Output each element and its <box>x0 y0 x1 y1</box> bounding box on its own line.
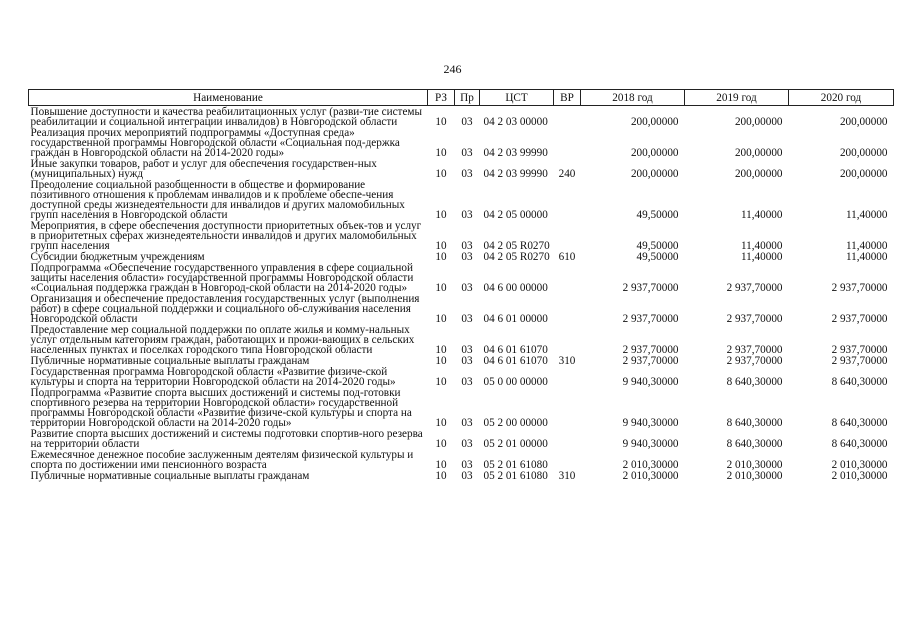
header-2019: 2019 год <box>685 90 789 106</box>
row-name: Преодоление социальной разобщенности в обществе и формирование позитивного отношения к проблемам инвалидов и к проблеме обеспе-чения доступной среды жизнедеятельности для инвалидов и других маломобильных групп населения в Новгородской области <box>30 179 405 221</box>
row-value-2018: 2 937,70000 <box>622 313 679 325</box>
header-rz: РЗ <box>428 90 455 106</box>
row-cst: 04 2 03 99990 <box>483 168 548 180</box>
row-value-2018: 2 937,70000 <box>622 344 679 356</box>
row-value-2020: 8 640,30000 <box>831 376 888 388</box>
row-rz: 10 <box>435 147 447 159</box>
row-name: Повышение доступности и качества реабилитационных услуг (разви-тие системы реабилитации и социальной интеграции инвалидов) в Новгородской области <box>30 106 423 128</box>
row-pr: 03 <box>461 438 473 450</box>
row-cst: 04 2 05 R0270 <box>483 251 550 263</box>
row-vr: 310 <box>558 470 576 482</box>
row-cst: 04 6 01 00000 <box>483 313 548 325</box>
row-name: Подпрограмма «Развитие спорта высших достижений и системы под-готовки спортивного резерва на территории Новгородской области» государственной программы Новгородской области «Развитие физиче-ской культуры и спорта на территории Новгородской области на 2014-2020 годы» <box>30 387 412 429</box>
row-value-2019: 11,40000 <box>740 209 783 221</box>
table-row <box>29 449 894 470</box>
row-value-2019: 2 937,70000 <box>726 313 783 325</box>
row-value-2020: 8 640,30000 <box>831 417 888 429</box>
row-name: Предоставление мер социальной поддержки по оплате жилья и комму-нальных услуг отдельным категориям граждан, работающих и прожи-вающих в сельских населенных пунктах и поселках городского типа Новгородской области <box>30 324 415 356</box>
row-vr: 310 <box>558 355 576 367</box>
row-value-2018: 9 940,30000 <box>622 438 679 450</box>
row-cst: 04 2 03 99990 <box>483 147 548 159</box>
row-rz: 10 <box>435 470 447 482</box>
row-pr: 03 <box>461 116 473 128</box>
row-pr: 03 <box>461 344 473 356</box>
row-value-2020: 2 010,30000 <box>831 470 888 482</box>
row-value-2018: 2 010,30000 <box>622 459 679 471</box>
table-row <box>29 324 894 355</box>
header-name: Наименование <box>29 90 428 106</box>
row-value-2020: 11,40000 <box>845 240 888 252</box>
row-rz: 10 <box>435 116 447 128</box>
row-value-2020: 200,00000 <box>839 147 888 159</box>
row-value-2018: 49,50000 <box>636 209 679 221</box>
row-vr <box>554 127 581 158</box>
budget-table <box>28 89 894 481</box>
row-value-2018: 2 010,30000 <box>622 470 679 482</box>
row-value-2019: 11,40000 <box>740 240 783 252</box>
table-row <box>29 220 894 251</box>
row-name: Подпрограмма «Обеспечение государственного управления в сфере социальной защиты населения области» государственной программы Новгородской области «Социальная поддержка граждан в Новгород-ской области на 2014-2020 годы» <box>30 262 414 294</box>
row-pr: 03 <box>461 459 473 471</box>
table-row <box>29 355 894 366</box>
row-cst: 04 6 00 00000 <box>483 282 548 294</box>
row-value-2018: 200,00000 <box>630 147 679 159</box>
row-value-2019: 8 640,30000 <box>726 417 783 429</box>
row-value-2019: 11,40000 <box>740 251 783 263</box>
row-value-2019: 200,00000 <box>734 147 783 159</box>
row-value-2020: 2 010,30000 <box>831 459 888 471</box>
row-cst: 05 2 00 00000 <box>483 417 548 429</box>
row-cst: 05 2 01 61080 <box>483 459 548 471</box>
row-cst: 05 2 01 00000 <box>483 438 548 450</box>
table-row <box>29 158 894 179</box>
row-pr: 03 <box>461 240 473 252</box>
table-row <box>29 127 894 158</box>
row-value-2020: 2 937,70000 <box>831 282 888 294</box>
row-name: Публичные нормативные социальные выплаты гражданам <box>30 470 310 482</box>
row-cst: 04 2 05 00000 <box>483 209 548 221</box>
row-name: Ежемесячное денежное пособие заслуженным деятелям физической культуры и спорта по достижении ими пенсионного возраста <box>30 449 414 471</box>
table-row <box>29 366 894 387</box>
row-value-2020: 11,40000 <box>845 251 888 263</box>
row-value-2020: 2 937,70000 <box>831 344 888 356</box>
header-cst: ЦСТ <box>480 90 554 106</box>
table-row <box>29 251 894 262</box>
row-value-2018: 9 940,30000 <box>622 376 679 388</box>
row-pr: 03 <box>461 209 473 221</box>
row-rz: 10 <box>435 344 447 356</box>
row-rz: 10 <box>435 282 447 294</box>
row-name: Государственная программа Новгородской области «Развитие физиче-ской культуры и спорта на территории Новгородской области на 2014-2020 годы» <box>30 366 396 388</box>
row-value-2018: 9 940,30000 <box>622 417 679 429</box>
row-value-2019: 8 640,30000 <box>726 376 783 388</box>
row-pr: 03 <box>461 282 473 294</box>
row-vr <box>554 220 581 251</box>
row-vr <box>554 428 581 449</box>
row-vr: 610 <box>558 251 576 263</box>
row-vr <box>554 449 581 470</box>
row-cst: 04 6 01 61070 <box>483 344 548 356</box>
row-rz: 10 <box>435 313 447 325</box>
row-vr: 240 <box>558 168 576 180</box>
row-value-2020: 8 640,30000 <box>831 438 888 450</box>
table-row <box>29 262 894 293</box>
row-value-2018: 49,50000 <box>636 251 679 263</box>
row-value-2020: 2 937,70000 <box>831 355 888 367</box>
row-value-2018: 200,00000 <box>630 168 679 180</box>
header-pr: Пр <box>455 90 480 106</box>
row-pr: 03 <box>461 168 473 180</box>
row-vr <box>554 262 581 293</box>
row-value-2019: 200,00000 <box>734 168 783 180</box>
row-rz: 10 <box>435 438 447 450</box>
table-body <box>29 106 894 482</box>
row-rz: 10 <box>435 417 447 429</box>
row-value-2018: 2 937,70000 <box>622 355 679 367</box>
row-value-2020: 200,00000 <box>839 168 888 180</box>
header-2020: 2020 год <box>789 90 894 106</box>
row-value-2019: 2 937,70000 <box>726 344 783 356</box>
row-rz: 10 <box>435 459 447 471</box>
row-name: Иные закупки товаров, работ и услуг для обеспечения государствен-ных (муниципальных) нужд <box>30 158 377 180</box>
row-rz: 10 <box>435 168 447 180</box>
row-value-2019: 2 937,70000 <box>726 282 783 294</box>
header-vr: ВР <box>554 90 581 106</box>
row-value-2019: 200,00000 <box>734 116 783 128</box>
row-vr <box>554 324 581 355</box>
row-pr: 03 <box>461 470 473 482</box>
row-value-2018: 2 937,70000 <box>622 282 679 294</box>
table-row <box>29 387 894 428</box>
row-name: Субсидии бюджетным учреждениям <box>30 251 205 263</box>
row-rz: 10 <box>435 209 447 221</box>
row-value-2020: 2 937,70000 <box>831 313 888 325</box>
row-value-2018: 49,50000 <box>636 240 679 252</box>
row-cst: 05 2 01 61080 <box>483 470 548 482</box>
row-value-2019: 8 640,30000 <box>726 438 783 450</box>
row-rz: 10 <box>435 240 447 252</box>
row-cst: 04 2 03 00000 <box>483 116 548 128</box>
row-pr: 03 <box>461 251 473 263</box>
row-value-2019: 2 010,30000 <box>726 470 783 482</box>
row-value-2020: 11,40000 <box>845 209 888 221</box>
table-row <box>29 106 894 128</box>
row-vr <box>554 387 581 428</box>
row-rz: 10 <box>435 376 447 388</box>
row-name: Мероприятия, в сфере обеспечения доступности приоритетных объек-тов и услуг в приоритетных сферах жизнедеятельности инвалидов и других маломобильных групп населения <box>30 220 422 252</box>
row-rz: 10 <box>435 355 447 367</box>
row-vr <box>554 366 581 387</box>
table-header-row <box>29 90 894 106</box>
row-name: Развитие спорта высших достижений и системы подготовки спортив-ного резерва на территории области <box>30 428 423 450</box>
row-vr <box>554 179 581 220</box>
table-row <box>29 470 894 481</box>
row-pr: 03 <box>461 355 473 367</box>
table-row <box>29 428 894 449</box>
row-value-2018: 200,00000 <box>630 116 679 128</box>
row-name: Публичные нормативные социальные выплаты гражданам <box>30 355 310 367</box>
header-2018: 2018 год <box>581 90 685 106</box>
row-pr: 03 <box>461 313 473 325</box>
row-vr <box>554 293 581 324</box>
row-pr: 03 <box>461 147 473 159</box>
row-pr: 03 <box>461 417 473 429</box>
row-value-2019: 2 937,70000 <box>726 355 783 367</box>
row-name: Реализация прочих мероприятий подпрограммы «Доступная среда» государственной программы Новгородской области «Социальная под-держка граждан в Новгородской области на 2014-2020 годы» <box>30 127 400 159</box>
row-cst: 04 2 05 R0270 <box>483 240 550 252</box>
page-number: 246 <box>443 62 462 76</box>
row-rz: 10 <box>435 251 447 263</box>
table-row <box>29 293 894 324</box>
row-pr: 03 <box>461 376 473 388</box>
table-row <box>29 179 894 220</box>
row-cst: 05 0 00 00000 <box>483 376 548 388</box>
row-cst: 04 6 01 61070 <box>483 355 548 367</box>
row-vr <box>554 106 581 128</box>
row-value-2019: 2 010,30000 <box>726 459 783 471</box>
row-name: Организация и обеспечение предоставления государственных услуг (выполнения работ) в сфере социальной поддержки и социального об-служивания населения Новгородской области <box>30 293 420 325</box>
row-value-2020: 200,00000 <box>839 116 888 128</box>
